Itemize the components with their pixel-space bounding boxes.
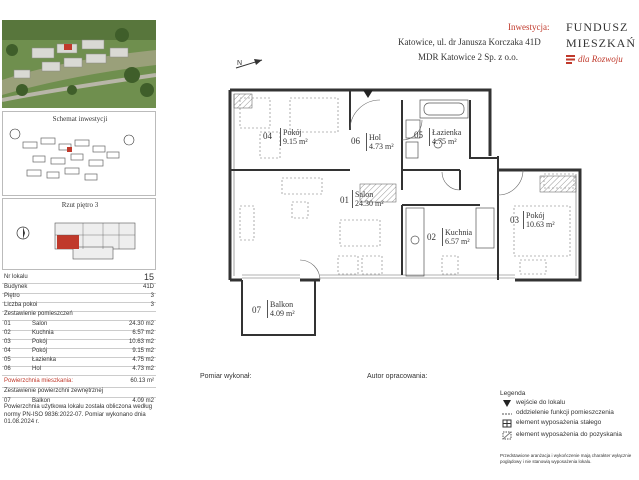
room-label-06: 06: [351, 136, 360, 146]
room-row: 05 Łazienka 4.75 m2: [2, 357, 156, 367]
legend-item-fixed: element wyposażenia stałego: [502, 419, 512, 429]
aerial-photo: [2, 20, 156, 108]
room-02-name: Kuchnia 6.57 m²: [442, 228, 472, 246]
entrance-icon: [363, 90, 373, 98]
logo-flag-icon: [566, 55, 575, 64]
schematic-map: [3, 122, 155, 194]
schematic-title: Schemat inwestycji: [52, 115, 108, 123]
rooms-section-title: Zestawienie pomieszczeń: [2, 311, 156, 321]
room-row: 04 Pokój 9.15 m2: [2, 348, 156, 358]
row-budynek: Budynek 41D: [2, 284, 156, 294]
total-area-row: Powierzchnia mieszkania: 60.13 m²: [2, 378, 156, 388]
svg-text:N: N: [237, 60, 243, 67]
dashed-line-icon: [502, 409, 512, 418]
room-04-name: Pokój 9.15 m²: [280, 128, 308, 146]
hatched-element-icon: [502, 431, 512, 440]
external-section-title: Zestawienie powierzchni zewnętrznej: [2, 388, 156, 398]
floor-key-map: [3, 211, 155, 269]
room-label-07: 07: [252, 305, 261, 315]
surveyor-label: Pomiar wykonał:: [200, 373, 252, 380]
room-row: 06 Hol 4.73 m2: [2, 366, 156, 376]
author-label: Autor opracowania:: [367, 373, 428, 380]
legend-item-acquire: element wyposażenia do pozyskania: [502, 431, 512, 441]
balcony-row: 07 Balkon 4.09 m2: [4, 398, 154, 404]
row-pietro: Piętro 3: [2, 293, 156, 303]
room-01-name: Salon 24.30 m²: [352, 190, 384, 208]
legend-item-entrance: wejście do lokalu: [502, 399, 512, 409]
apartment-floor-plan: [180, 80, 600, 340]
room-row: 02 Kuchnia 6.57 m2: [2, 330, 156, 340]
entrance-icon: [502, 399, 512, 408]
fixed-element-icon: [502, 419, 512, 428]
floor-key-title: Rzut piętro 3: [61, 201, 99, 209]
investment-address: Katowice, ul. dr Janusza Korczaka 41D: [398, 37, 541, 47]
company-name: MDR Katowice 2 Sp. z o.o.: [418, 52, 518, 62]
floor-plan-key: [2, 198, 156, 270]
north-arrow-icon: [234, 56, 264, 72]
legend-item-separator: oddzielenie funkcji pomieszczenia: [502, 409, 512, 419]
room-label-05: 05: [414, 130, 423, 140]
logo-line-1: FUNDUSZ: [566, 20, 629, 34]
measurement-note: Powierzchnia użytkowa lokalu została obliczona według normy PN-ISO 9836:2022-07. Pomiar wykonano dnia 01.08.2024 r.: [4, 404, 153, 425]
room-label-04: 04: [263, 131, 272, 141]
room-06-name: Hol 4.73 m²: [366, 133, 394, 151]
room-label-01: 01: [340, 195, 349, 205]
room-03-name: Pokój 10.63 m²: [523, 211, 555, 229]
investment-schematic: [2, 111, 156, 196]
row-nr-lokalu: Nr lokalu 15: [4, 272, 154, 282]
legend-title: Legenda: [500, 390, 526, 397]
row-liczba-pokoi: Liczba pokoi 3: [2, 302, 156, 312]
legend-note: Przedstawione aranżacja i wykończenie mają charakter wyłącznie poglądowy i nie stanowią wyposażenia lokalu.: [500, 453, 632, 464]
logo-line-2: MIESZKAŃ: [566, 36, 636, 50]
room-row: 01 Salon 24.30 m2: [2, 321, 156, 331]
logo-line-3: dla Rozwoju: [578, 54, 623, 64]
room-label-03: 03: [510, 215, 519, 225]
room-07-name: Balkon 4.09 m²: [267, 300, 295, 318]
room-label-02: 02: [427, 232, 436, 242]
room-row: 03 Pokój 10.63 m2: [2, 339, 156, 349]
investment-label: Inwestycja:: [508, 22, 550, 32]
room-05-name: Łazienka 4.75 m²: [429, 128, 461, 146]
